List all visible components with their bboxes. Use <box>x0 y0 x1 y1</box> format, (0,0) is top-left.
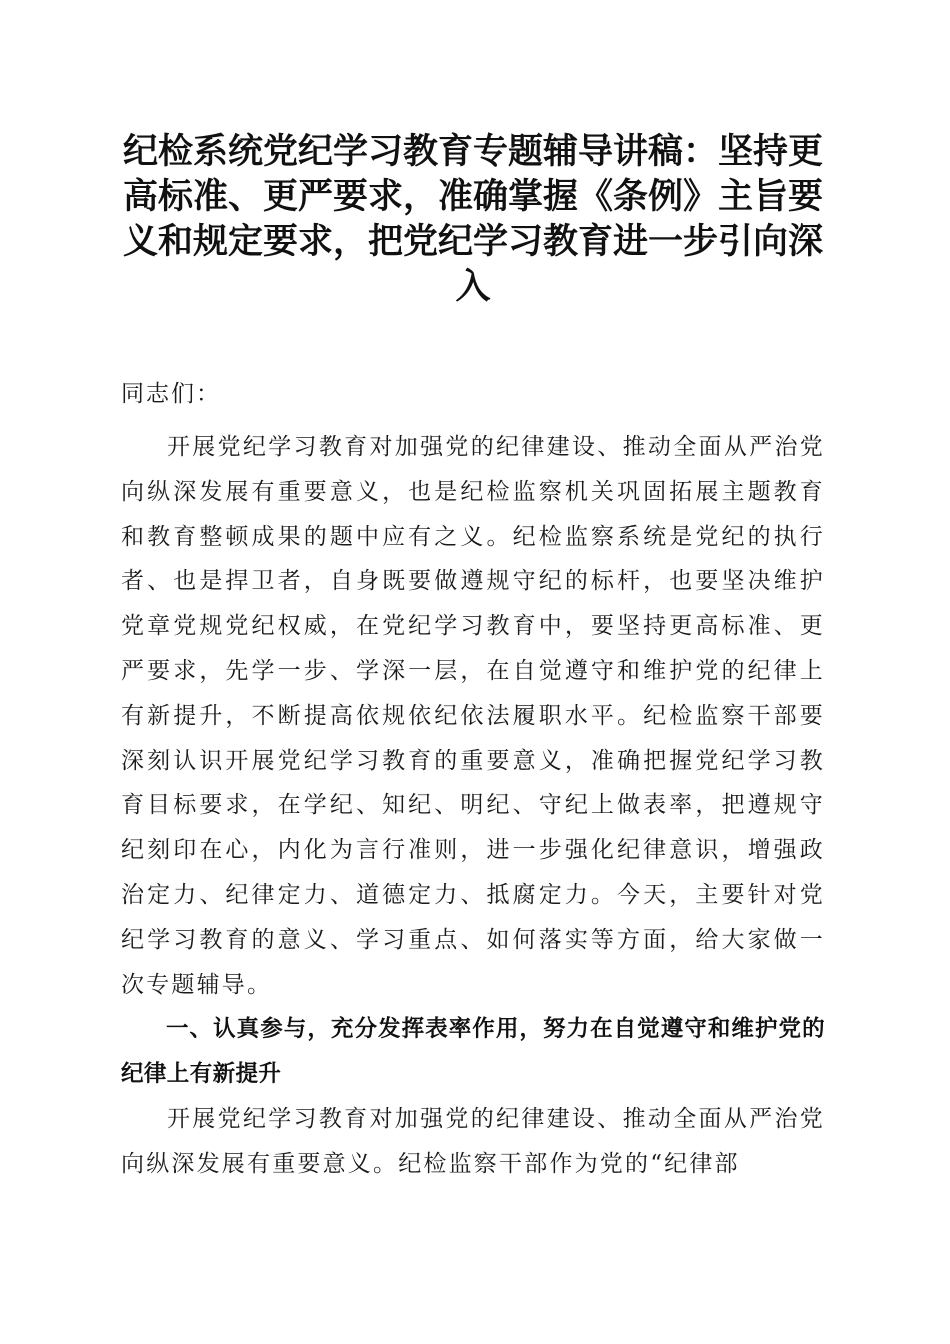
section-paragraph: 开展党纪学习教育对加强党的纪律建设、推动全面从严治党向纵深发展有重要意义。纪检监察干部作为党的“纪律部 <box>121 1105 825 1177</box>
document-title: 纪检系统党纪学习教育专题辅导讲稿：坚持更高标准、更严要求，准确掌握《条例》主旨要义和规定要求，把党纪学习教育进一步引向深入 <box>122 132 823 307</box>
section-heading: 一、认真参与，充分发挥表率作用，努力在自觉遵守和维护党的纪律上有新提升 <box>121 1016 825 1088</box>
body-paragraph: 开展党纪学习教育对加强党的纪律建设、推动全面从严治党向纵深发展有重要意义，也是纪检监察机关巩固拓展主题教育和教育整顿成果的题中应有之义。纪检监察系统是党纪的执行者、也是捍卫者，自身既要做遵规守纪的标杆，也要坚决维护党章党规党纪权威，在党纪学习教育中，要坚持更高标准、更严要求，先学一步、学深一层，在自觉遵守和维护党的纪律上有新提升，不断提高依规依纪依法履职水平。纪检监察干部要深刻认识开展党纪学习教育的重要意义，准确把握党纪学习教育目标要求，在学纪、知纪、明纪、守纪上做表率，把遵规守纪刻印在心，内化为言行准则，进一步强化纪律意识，增强政治定力、纪律定力、道德定力、抵腐定力。今天，主要针对党纪学习教育的意义、学习重点、如何落实等方面，给大家做一次专题辅导。 <box>121 434 825 998</box>
document-page <box>121 130 825 1187</box>
salutation: 同志们： <box>121 381 221 407</box>
